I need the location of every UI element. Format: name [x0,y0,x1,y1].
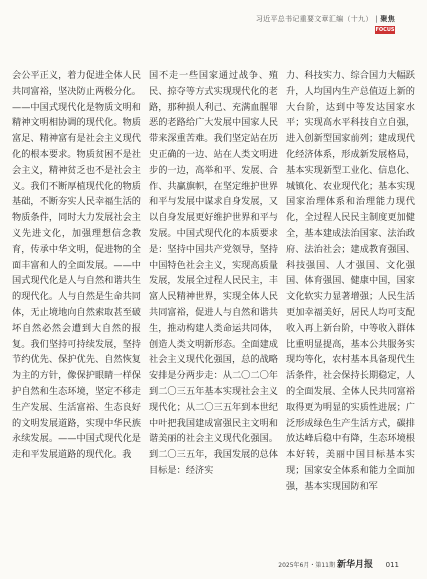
article-body [12,68,415,549]
column-2-text: 国不走一些国家通过战争、殖民、掠夺等方式实现现代化的老路，那种损人利己、充满血腥罪恶的老路给广大发展中国家人民带来深重苦难。我们坚定站在历史正确的一边、站在人类文明进步的一边，高举和平、发展、合作、共赢旗帜，在坚定维护世界和平与发展中谋求自身发展，又以自身发展更好维护世界和平与发展。中国式现代化的本质要求是：坚持中国共产党领导，坚持中国特色社会主义，实现高质量发展，发展全过程人民民主，丰富人民精神世界，实现全体人民共同富裕，促进人与自然和谐共生，推动构建人类命运共同体，创造人类文明新形态。全面建成社会主义现代化强国，总的战略安排是分两步走：从二〇二〇年到二〇三五年基本实现社会主义现代化；从二〇三五年到本世纪中叶把我国建成富强民主文明和谐美丽的社会主义现代化强国。到二〇三五年，我国发展的总体目标是：经济实 [149,70,278,476]
section-label: 聚焦 [380,15,395,23]
running-title: 习近平总书记重要文章汇编（十九） | 聚焦 [255,15,395,23]
column-1 [12,68,141,549]
section-mark: FOCUS [375,27,395,33]
column-3 [286,68,415,549]
issue-label: 2025年6月・第11期 [278,562,335,569]
column-1-text: 会公平正义，着力促进全体人民共同富裕，坚决防止两极分化。——中国式现代化是物质文明和精神文明相协调的现代化。物质富足、精神富有是社会主义现代化的根本要求。物质贫困不是社会主义，精神贫乏也不是社会主义。我们不断厚植现代化的物质基础，不断夯实人民幸福生活的物质条件，同时大力发展社会主义先进文化，加强理想信念教育，传承中华文明，促进物的全面丰富和人的全面发展。——中国式现代化是人与自然和谐共生的现代化。人与自然是生命共同体，无止境地向自然索取甚至破坏自然必然会遭到大自然的报复。我们坚持可持续发展，坚持节约优先、保护优先、自然恢复为主的方针，像保护眼睛一样保护自然和生态环境，坚定不移走生产发展、生活富裕、生态良好的文明发展道路，实现中华民族永续发展。——中国式现代化是走和平发展道路的现代化。我 [12,70,141,461]
column-3-text: 力、科技实力、综合国力大幅跃升，人均国内生产总值迈上新的大台阶，达到中等发达国家水平；实现高水平科技自立自强，进入创新型国家前列；建成现代化经济体系，形成新发展格局，基本实现新型工业化、信息化、城镇化、农业现代化；基本实现国家治理体系和治理能力现代化，全过程人民民主制度更加健全，基本建成法治国家、法治政府、法治社会；建成教育强国、科技强国、人才强国、文化强国、体育强国、健康中国，国家文化软实力显著增强；人民生活更加幸福美好，居民人均可支配收入再上新台阶，中等收入群体比重明显提高，基本公共服务实现均等化，农村基本具备现代生活条件，社会保持长期稳定，人的全面发展、全体人民共同富裕取得更为明显的实质性进展；广泛形成绿色生产生活方式，碳排放达峰后稳中有降，生态环境根本好转，美丽中国目标基本实现；国家安全体系和能力全面加强，基本实现国防和军 [286,70,415,492]
page-number: 011 [385,561,399,569]
page-footer [0,557,427,569]
magazine-logo: 新华月报 [336,560,373,570]
page-header [0,8,427,38]
column-2 [149,68,278,549]
series-title: 习近平总书记重要文章汇编（十九） [255,15,373,23]
